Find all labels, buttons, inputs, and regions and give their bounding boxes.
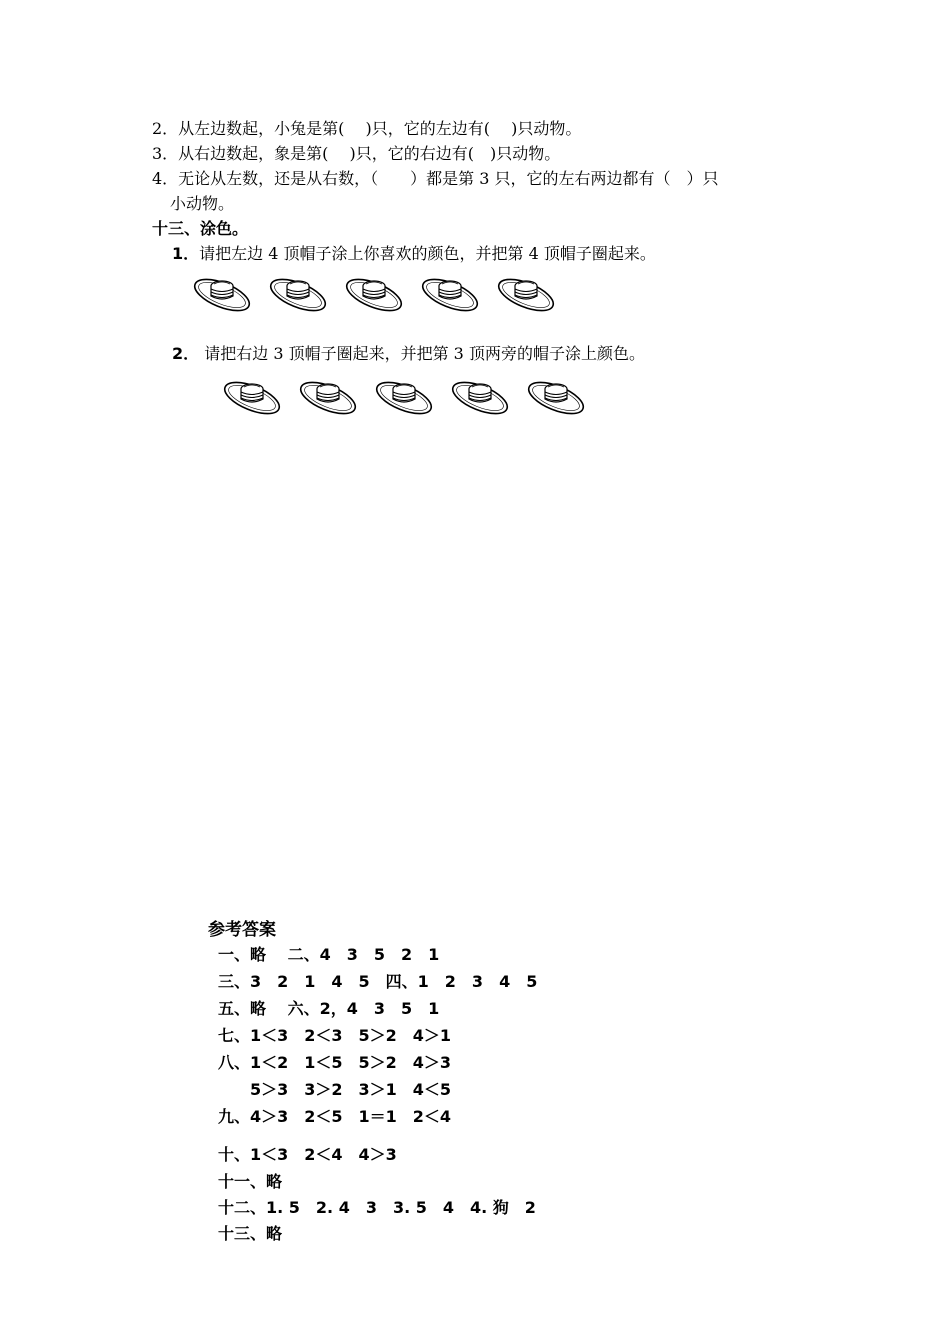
- answer-row: 八、1＜2 1＜5 5＞2 4＞3: [218, 1053, 452, 1072]
- coloring-item-1: [172, 243, 656, 265]
- answer-row: 九、4＞3 2＜5 1＝1 2＜4: [218, 1107, 452, 1126]
- answer-row: 十二、1. 5 2. 4 3 3. 5 4 4. 狗 2: [218, 1198, 536, 1217]
- answer-row: 五、略 六、2，4 3 5 1: [218, 999, 440, 1018]
- hat-icon: [266, 270, 330, 316]
- hat-icon: [418, 270, 482, 316]
- hat-icon: [296, 373, 360, 419]
- coloring-item-2: [172, 343, 645, 365]
- question-4-line-2: 小动物。: [170, 194, 235, 213]
- answer-row: 一、略 二、4 3 5 2 1: [218, 945, 440, 964]
- answer-row: 十、1＜3 2＜4 4＞3: [218, 1145, 397, 1164]
- answer-row: 十三、略: [218, 1224, 283, 1243]
- hat-icon: [448, 373, 512, 419]
- item-2-text: 请把右边 3 顶帽子圈起来，并把第 3 顶两旁的帽子涂上颜色。: [204, 344, 645, 363]
- item-2-number: 2．: [172, 344, 200, 363]
- answer-row: 七、1＜3 2＜3 5＞2 4＞1: [218, 1026, 452, 1045]
- answer-row: 5＞3 3＞2 3＞1 4＜5: [218, 1080, 452, 1099]
- answer-row: 十一、略: [218, 1172, 283, 1191]
- hat-icon: [190, 270, 254, 316]
- hat-icon: [524, 373, 588, 419]
- question-4-line-1: 4．无论从左数，还是从右数，（ ）都是第 3 只，它的左右两边都有（ ）只: [152, 169, 719, 188]
- question-2: 2．从左边数起，小兔是第( )只，它的左边有( )只动物。: [152, 119, 582, 138]
- hat-row-1: [190, 270, 570, 320]
- hat-icon: [342, 270, 406, 316]
- item-1-text: 请把左边 4 顶帽子涂上你喜欢的颜色，并把第 4 顶帽子圈起来。: [199, 244, 656, 263]
- hat-icon: [372, 373, 436, 419]
- question-3: 3．从右边数起，象是第( )只，它的右边有( )只动物。: [152, 144, 561, 163]
- hat-icon: [494, 270, 558, 316]
- hat-row-2: [220, 373, 600, 423]
- section-13-title: 十三、涂色。: [152, 219, 249, 238]
- answer-row: 三、3 2 1 4 5 四、1 2 3 4 5: [218, 972, 538, 991]
- hat-icon: [220, 373, 284, 419]
- item-1-number: 1．: [172, 244, 200, 263]
- answer-key-title: 参考答案: [208, 920, 276, 940]
